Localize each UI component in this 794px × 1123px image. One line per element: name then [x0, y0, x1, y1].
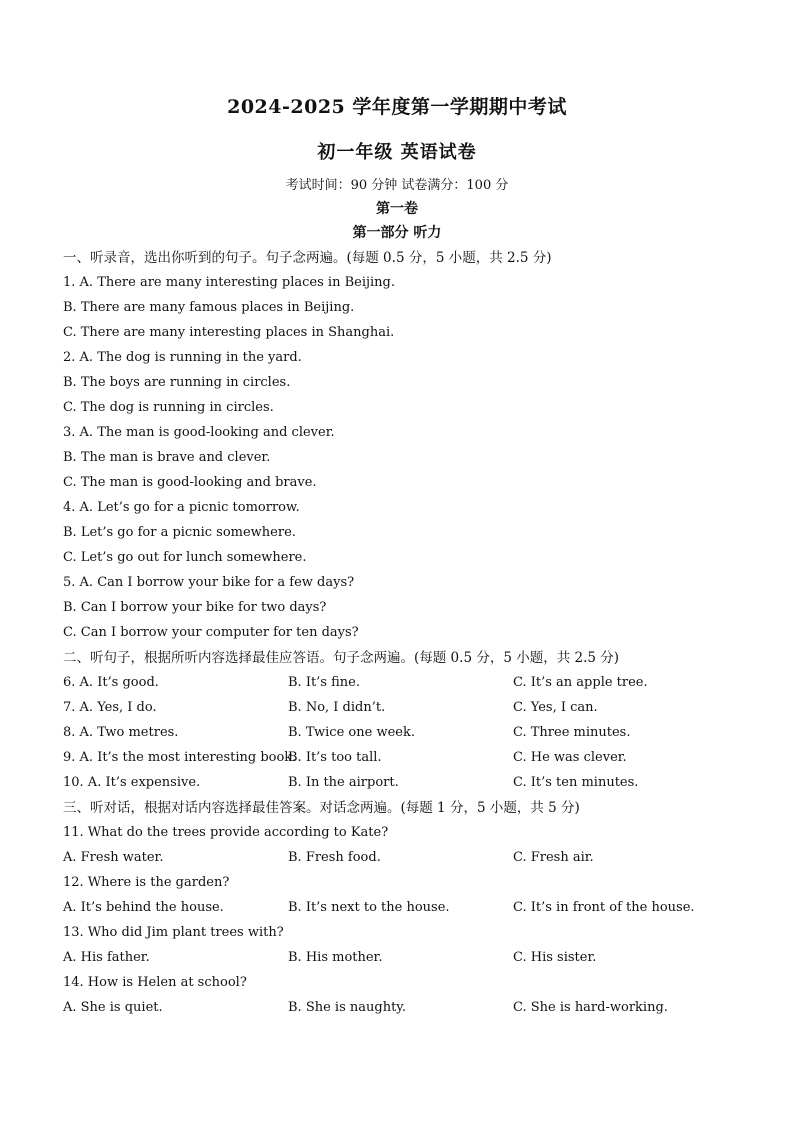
- exam-info: 考试时间：90 分钟 试卷满分：100 分: [285, 178, 509, 193]
- s3-option-row: [63, 948, 743, 973]
- option-c: C. Yes, I can.: [513, 700, 598, 715]
- s2-option-row: [63, 723, 743, 748]
- s1-line: B. The man is brave and clever.: [63, 450, 271, 465]
- s1-line: 2. A. The dog is running in the yard.: [63, 350, 302, 365]
- section-3-heading: 三、听对话，根据对话内容选择最佳答案。对话念两遍。(每题 1 分，5 小题，共 5 分): [63, 800, 580, 816]
- option-b: B. In the airport.: [288, 775, 399, 790]
- s2-option-row: [63, 673, 743, 698]
- option-a: 6. A. It’s good.: [63, 675, 159, 690]
- s1-line: B. Can I borrow your bike for two days?: [63, 600, 327, 615]
- s1-line: C. The man is good-looking and brave.: [63, 475, 317, 490]
- s1-line: C. There are many interesting places in Shanghai.: [63, 325, 395, 340]
- section-2-heading: 二、听句子，根据所听内容选择最佳应答语。句子念两遍。(每题 0.5 分，5 小题，共 2.5 分): [63, 650, 620, 666]
- s1-line: B. There are many famous places in Beijing.: [63, 300, 355, 315]
- s1-line: 3. A. The man is good-looking and clever.: [63, 425, 335, 440]
- part-heading: 第一部分 听力: [352, 225, 442, 241]
- s1-line: 1. A. There are many interesting places in Beijing.: [63, 275, 396, 290]
- option-c: C. It’s ten minutes.: [513, 775, 639, 790]
- option-b: B. It’s next to the house.: [288, 900, 450, 915]
- option-b: B. It’s fine.: [288, 675, 360, 690]
- s1-line: B. Let’s go for a picnic somewhere.: [63, 525, 296, 540]
- s1-line: C. Let’s go out for lunch somewhere.: [63, 550, 307, 565]
- question-text: 13. Who did Jim plant trees with?: [63, 925, 284, 940]
- option-a: 7. A. Yes, I do.: [63, 700, 157, 715]
- volume-heading: 第一卷: [376, 201, 418, 217]
- exam-title: 2024-2025 学年度第一学期期中考试: [227, 96, 567, 118]
- option-c: C. She is hard-working.: [513, 1000, 668, 1015]
- option-a: 9. A. It’s the most interesting book.: [63, 750, 297, 765]
- option-b: B. No, I didn’t.: [288, 700, 386, 715]
- exam-subtitle: 初一年级 英语试卷: [317, 142, 477, 163]
- s2-option-row: [63, 698, 743, 723]
- option-c: C. It’s an apple tree.: [513, 675, 648, 690]
- option-c: C. Fresh air.: [513, 850, 594, 865]
- s1-line: C. Can I borrow your computer for ten days?: [63, 625, 359, 640]
- s1-line: 5. A. Can I borrow your bike for a few days?: [63, 575, 355, 590]
- s3-option-row: [63, 848, 743, 873]
- option-c: C. His sister.: [513, 950, 597, 965]
- option-a: A. She is quiet.: [63, 1000, 163, 1015]
- exam-content: [63, 248, 743, 1023]
- option-b: B. She is naughty.: [288, 1000, 407, 1015]
- option-b: B. His mother.: [288, 950, 383, 965]
- question-text: 11. What do the trees provide according to Kate?: [63, 825, 389, 840]
- option-b: B. Fresh food.: [288, 850, 381, 865]
- option-a: A. Fresh water.: [63, 850, 164, 865]
- option-a: A. His father.: [63, 950, 150, 965]
- option-c: C. It’s in front of the house.: [513, 900, 695, 915]
- option-c: C. He was clever.: [513, 750, 627, 765]
- option-b: B. Twice one week.: [288, 725, 415, 740]
- s1-line: 4. A. Let’s go for a picnic tomorrow.: [63, 500, 300, 515]
- option-a: 8. A. Two metres.: [63, 725, 179, 740]
- question-text: 14. How is Helen at school?: [63, 975, 247, 990]
- s2-option-row: [63, 773, 743, 798]
- s3-option-row: [63, 998, 743, 1023]
- option-a: 10. A. It’s expensive.: [63, 775, 201, 790]
- section-1-heading: 一、听录音，选出你听到的句子。句子念两遍。(每题 0.5 分，5 小题，共 2.5 分): [63, 250, 552, 266]
- question-text: 12. Where is the garden?: [63, 875, 230, 890]
- s2-option-row: [63, 748, 743, 773]
- option-a: A. It’s behind the house.: [63, 900, 224, 915]
- s3-option-row: [63, 898, 743, 923]
- option-c: C. Three minutes.: [513, 725, 631, 740]
- s1-line: C. The dog is running in circles.: [63, 400, 274, 415]
- s1-line: B. The boys are running in circles.: [63, 375, 291, 390]
- option-b: B. It’s too tall.: [288, 750, 382, 765]
